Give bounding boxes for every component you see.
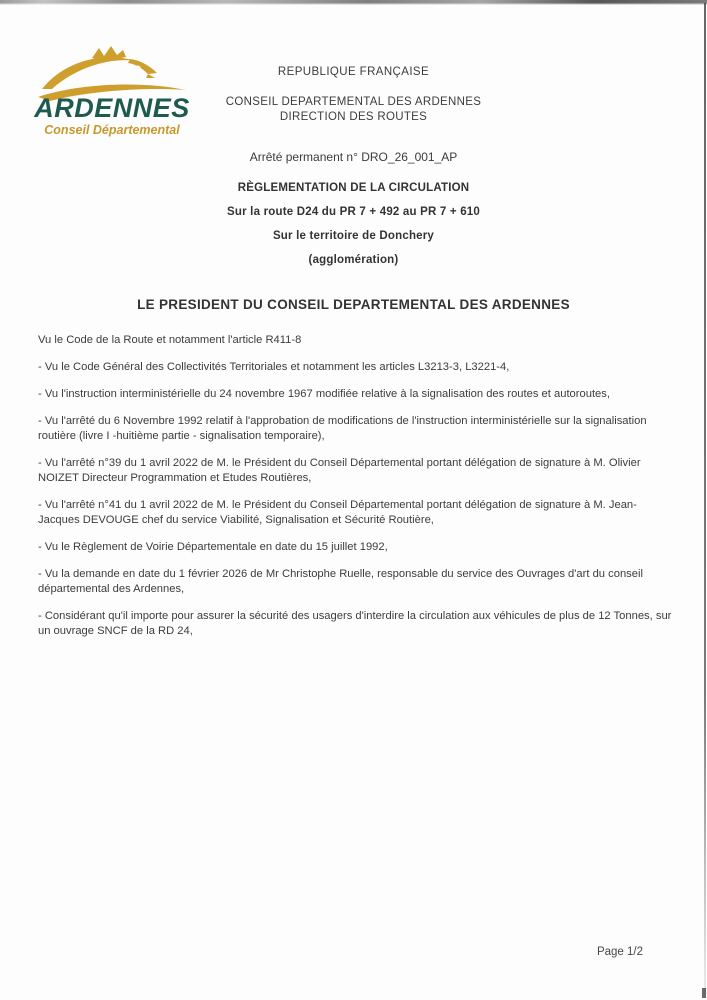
scan-corner-artifact	[702, 988, 706, 998]
title-block	[0, 181, 707, 277]
header-conseil: CONSEIL DEPARTEMENTAL DES ARDENNES	[225, 96, 482, 108]
paragraph-vu-instruction: - Vu l'instruction interministérielle du 24 novembre 1967 modifiée relative à la signalisation des routes et autoroutes,	[38, 388, 610, 400]
logo-wordmark: ARDENNES	[34, 93, 190, 123]
document-body	[38, 333, 678, 651]
header-republique: REPUBLIQUE FRANÇAISE	[277, 66, 430, 78]
paragraph-vu-code-route: Vu le Code de la Route et notamment l'article R411-8	[38, 334, 302, 346]
header-direction: DIRECTION DES ROUTES	[279, 111, 428, 123]
title-reglementation: RÈGLEMENTATION DE LA CIRCULATION	[237, 182, 470, 194]
president-heading: LE PRESIDENT DU CONSEIL DEPARTEMENTAL DES ARDENNES	[137, 297, 570, 312]
paragraph-vu-reglement-voirie: - Vu le Règlement de Voirie Départementale en date du 15 juillet 1992,	[38, 541, 388, 553]
paragraph-vu-arrete-41: - Vu l'arrêté n°41 du 1 avril 2022 de M. le Président du Conseil Départemental portant délégation de signature à M. Jean-Jacques DEVOUGE chef du service Viabilité, Signalisation et Sécurité Routière,	[38, 499, 637, 526]
paragraph-vu-arrete-39: - Vu l'arrêté n°39 du 1 avril 2022 de M. le Président du Conseil Départemental portant délégation de signature à M. Olivier NOIZET Directeur Programmation et Etudes Routières,	[38, 457, 641, 484]
paragraph-considerant: - Considérant qu'il importe pour assurer la sécurité des usagers d'interdire la circulation aux véhicules de plus de 12 Tonnes, sur un ouvrage SNCF de la RD 24,	[38, 610, 672, 637]
title-route: Sur la route D24 du PR 7 + 492 au PR 7 + 610	[227, 206, 480, 218]
scan-top-edge-artifact	[0, 0, 707, 5]
paragraph-vu-code-general: - Vu le Code Général des Collectivités Territoriales et notamment les articles L3213-3, L3221-4,	[38, 361, 510, 373]
paragraph-vu-demande: - Vu la demande en date du 1 février 2026 de Mr Christophe Ruelle, responsable du service des Ouvrages d'art du conseil départemental des Ardennes,	[38, 568, 643, 595]
document-header	[0, 66, 707, 125]
paragraph-vu-arrete-1992: - Vu l'arrêté du 6 Novembre 1992 relatif à l'approbation de modifications de l'instruction interministérielle sur la signalisation routière (livre I -huitième partie - signalisation temporaire),	[38, 415, 647, 442]
page-number: Page 1/2	[596, 946, 643, 958]
title-territoire: Sur le territoire de Donchery	[272, 230, 435, 242]
arrete-reference: Arrêté permanent n° DRO_26_001_AP	[249, 150, 458, 164]
title-agglomeration: (agglomération)	[308, 254, 399, 266]
logo-subtitle: Conseil Départemental	[44, 123, 180, 137]
